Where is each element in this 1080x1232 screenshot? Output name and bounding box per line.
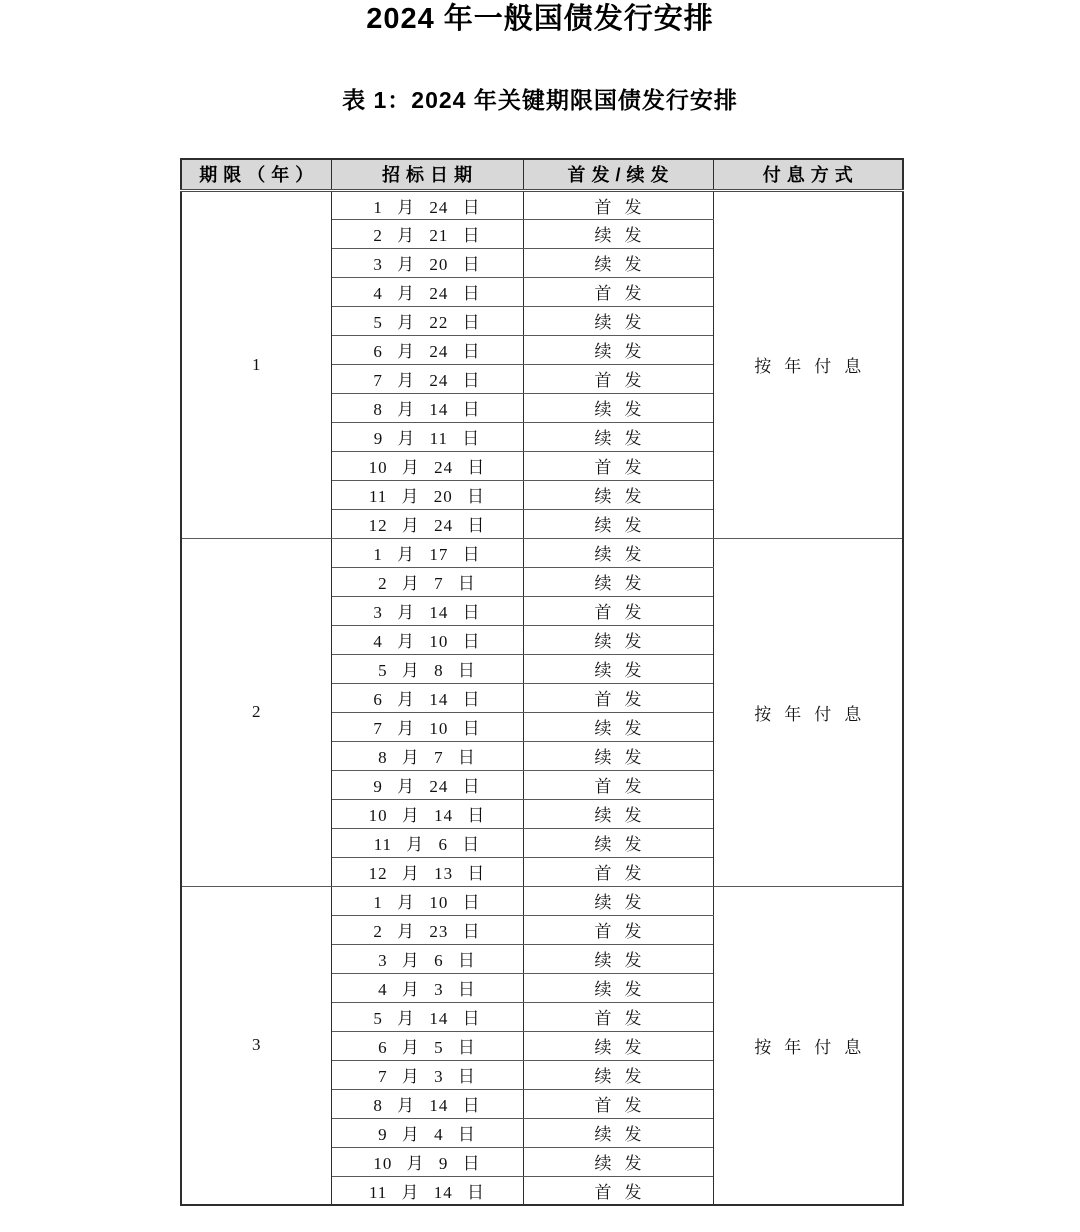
auction-date-cell: 1 月 10 日 [331, 886, 523, 915]
auction-date-cell: 8 月 14 日 [331, 1089, 523, 1118]
table-row [181, 886, 903, 915]
auction-date-cell: 9 月 24 日 [331, 770, 523, 799]
header-issue-type: 首发/续发 [523, 159, 713, 190]
auction-date-cell: 7 月 10 日 [331, 712, 523, 741]
issue-type-cell: 首发 [523, 857, 713, 886]
issue-type-cell: 续发 [523, 422, 713, 451]
issue-type-cell: 首发 [523, 1002, 713, 1031]
issue-type-cell: 续发 [523, 219, 713, 248]
issue-type-cell: 续发 [523, 654, 713, 683]
auction-date-cell: 11 月 20 日 [331, 480, 523, 509]
auction-date-cell: 9 月 4 日 [331, 1118, 523, 1147]
auction-date-cell: 10 月 9 日 [331, 1147, 523, 1176]
issue-type-cell: 首发 [523, 190, 713, 219]
issue-type-cell: 续发 [523, 1118, 713, 1147]
auction-date-cell: 8 月 14 日 [331, 393, 523, 422]
auction-date-cell: 2 月 21 日 [331, 219, 523, 248]
auction-date-cell: 2 月 23 日 [331, 915, 523, 944]
auction-date-cell: 3 月 20 日 [331, 248, 523, 277]
auction-date-cell: 11 月 6 日 [331, 828, 523, 857]
auction-date-cell: 7 月 24 日 [331, 364, 523, 393]
auction-date-cell: 9 月 11 日 [331, 422, 523, 451]
term-cell: 2 [181, 538, 331, 886]
issue-type-cell: 续发 [523, 973, 713, 1002]
issue-type-cell: 首发 [523, 364, 713, 393]
auction-date-cell: 5 月 14 日 [331, 1002, 523, 1031]
issue-type-cell: 续发 [523, 828, 713, 857]
header-auction-date: 招标日期 [331, 159, 523, 190]
auction-date-cell: 6 月 24 日 [331, 335, 523, 364]
issue-type-cell: 续发 [523, 306, 713, 335]
auction-date-cell: 12 月 24 日 [331, 509, 523, 538]
header-payment-method: 付息方式 [713, 159, 903, 190]
issue-type-cell: 首发 [523, 1089, 713, 1118]
auction-date-cell: 11 月 14 日 [331, 1176, 523, 1205]
auction-date-cell: 7 月 3 日 [331, 1060, 523, 1089]
issue-type-cell: 续发 [523, 625, 713, 654]
term-cell: 3 [181, 886, 331, 1205]
issue-type-cell: 续发 [523, 1060, 713, 1089]
table-row [181, 538, 903, 567]
issue-type-cell: 续发 [523, 567, 713, 596]
issue-type-cell: 首发 [523, 277, 713, 306]
payment-method-cell: 按年付息 [713, 886, 903, 1205]
auction-date-cell: 6 月 5 日 [331, 1031, 523, 1060]
issue-type-cell: 续发 [523, 1031, 713, 1060]
document-title: 2024 年一般国债发行安排 [366, 3, 714, 35]
auction-date-cell: 6 月 14 日 [331, 683, 523, 712]
issue-type-cell: 续发 [523, 1147, 713, 1176]
payment-method-cell: 按年付息 [713, 190, 903, 538]
issue-type-cell: 续发 [523, 886, 713, 915]
issue-type-cell: 首发 [523, 596, 713, 625]
auction-date-cell: 4 月 3 日 [331, 973, 523, 1002]
auction-date-cell: 5 月 8 日 [331, 654, 523, 683]
issue-type-cell: 续发 [523, 509, 713, 538]
auction-date-cell: 8 月 7 日 [331, 741, 523, 770]
issue-type-cell: 首发 [523, 683, 713, 712]
term-cell: 1 [181, 190, 331, 538]
payment-method-cell: 按年付息 [713, 538, 903, 886]
auction-date-cell: 10 月 14 日 [331, 799, 523, 828]
auction-date-cell: 1 月 24 日 [331, 190, 523, 219]
issue-type-cell: 续发 [523, 712, 713, 741]
table-row [181, 190, 903, 219]
bond-issuance-table [180, 158, 904, 1206]
auction-date-cell: 4 月 24 日 [331, 277, 523, 306]
issue-type-cell: 续发 [523, 248, 713, 277]
issue-type-cell: 首发 [523, 770, 713, 799]
issue-type-cell: 续发 [523, 799, 713, 828]
issue-type-cell: 续发 [523, 538, 713, 567]
issue-type-cell: 首发 [523, 451, 713, 480]
auction-date-cell: 1 月 17 日 [331, 538, 523, 567]
issue-type-cell: 续发 [523, 335, 713, 364]
issue-type-cell: 续发 [523, 741, 713, 770]
auction-date-cell: 4 月 10 日 [331, 625, 523, 654]
issue-type-cell: 续发 [523, 480, 713, 509]
issue-type-cell: 首发 [523, 915, 713, 944]
auction-date-cell: 3 月 6 日 [331, 944, 523, 973]
header-term: 期限（年） [181, 159, 331, 190]
table-caption: 表 1：2024 年关键期限国债发行安排 [342, 87, 738, 113]
issue-type-cell: 续发 [523, 393, 713, 422]
table-header-row [181, 159, 903, 190]
issue-type-cell: 首发 [523, 1176, 713, 1205]
issue-type-cell: 续发 [523, 944, 713, 973]
auction-date-cell: 10 月 24 日 [331, 451, 523, 480]
auction-date-cell: 3 月 14 日 [331, 596, 523, 625]
auction-date-cell: 5 月 22 日 [331, 306, 523, 335]
auction-date-cell: 2 月 7 日 [331, 567, 523, 596]
auction-date-cell: 12 月 13 日 [331, 857, 523, 886]
